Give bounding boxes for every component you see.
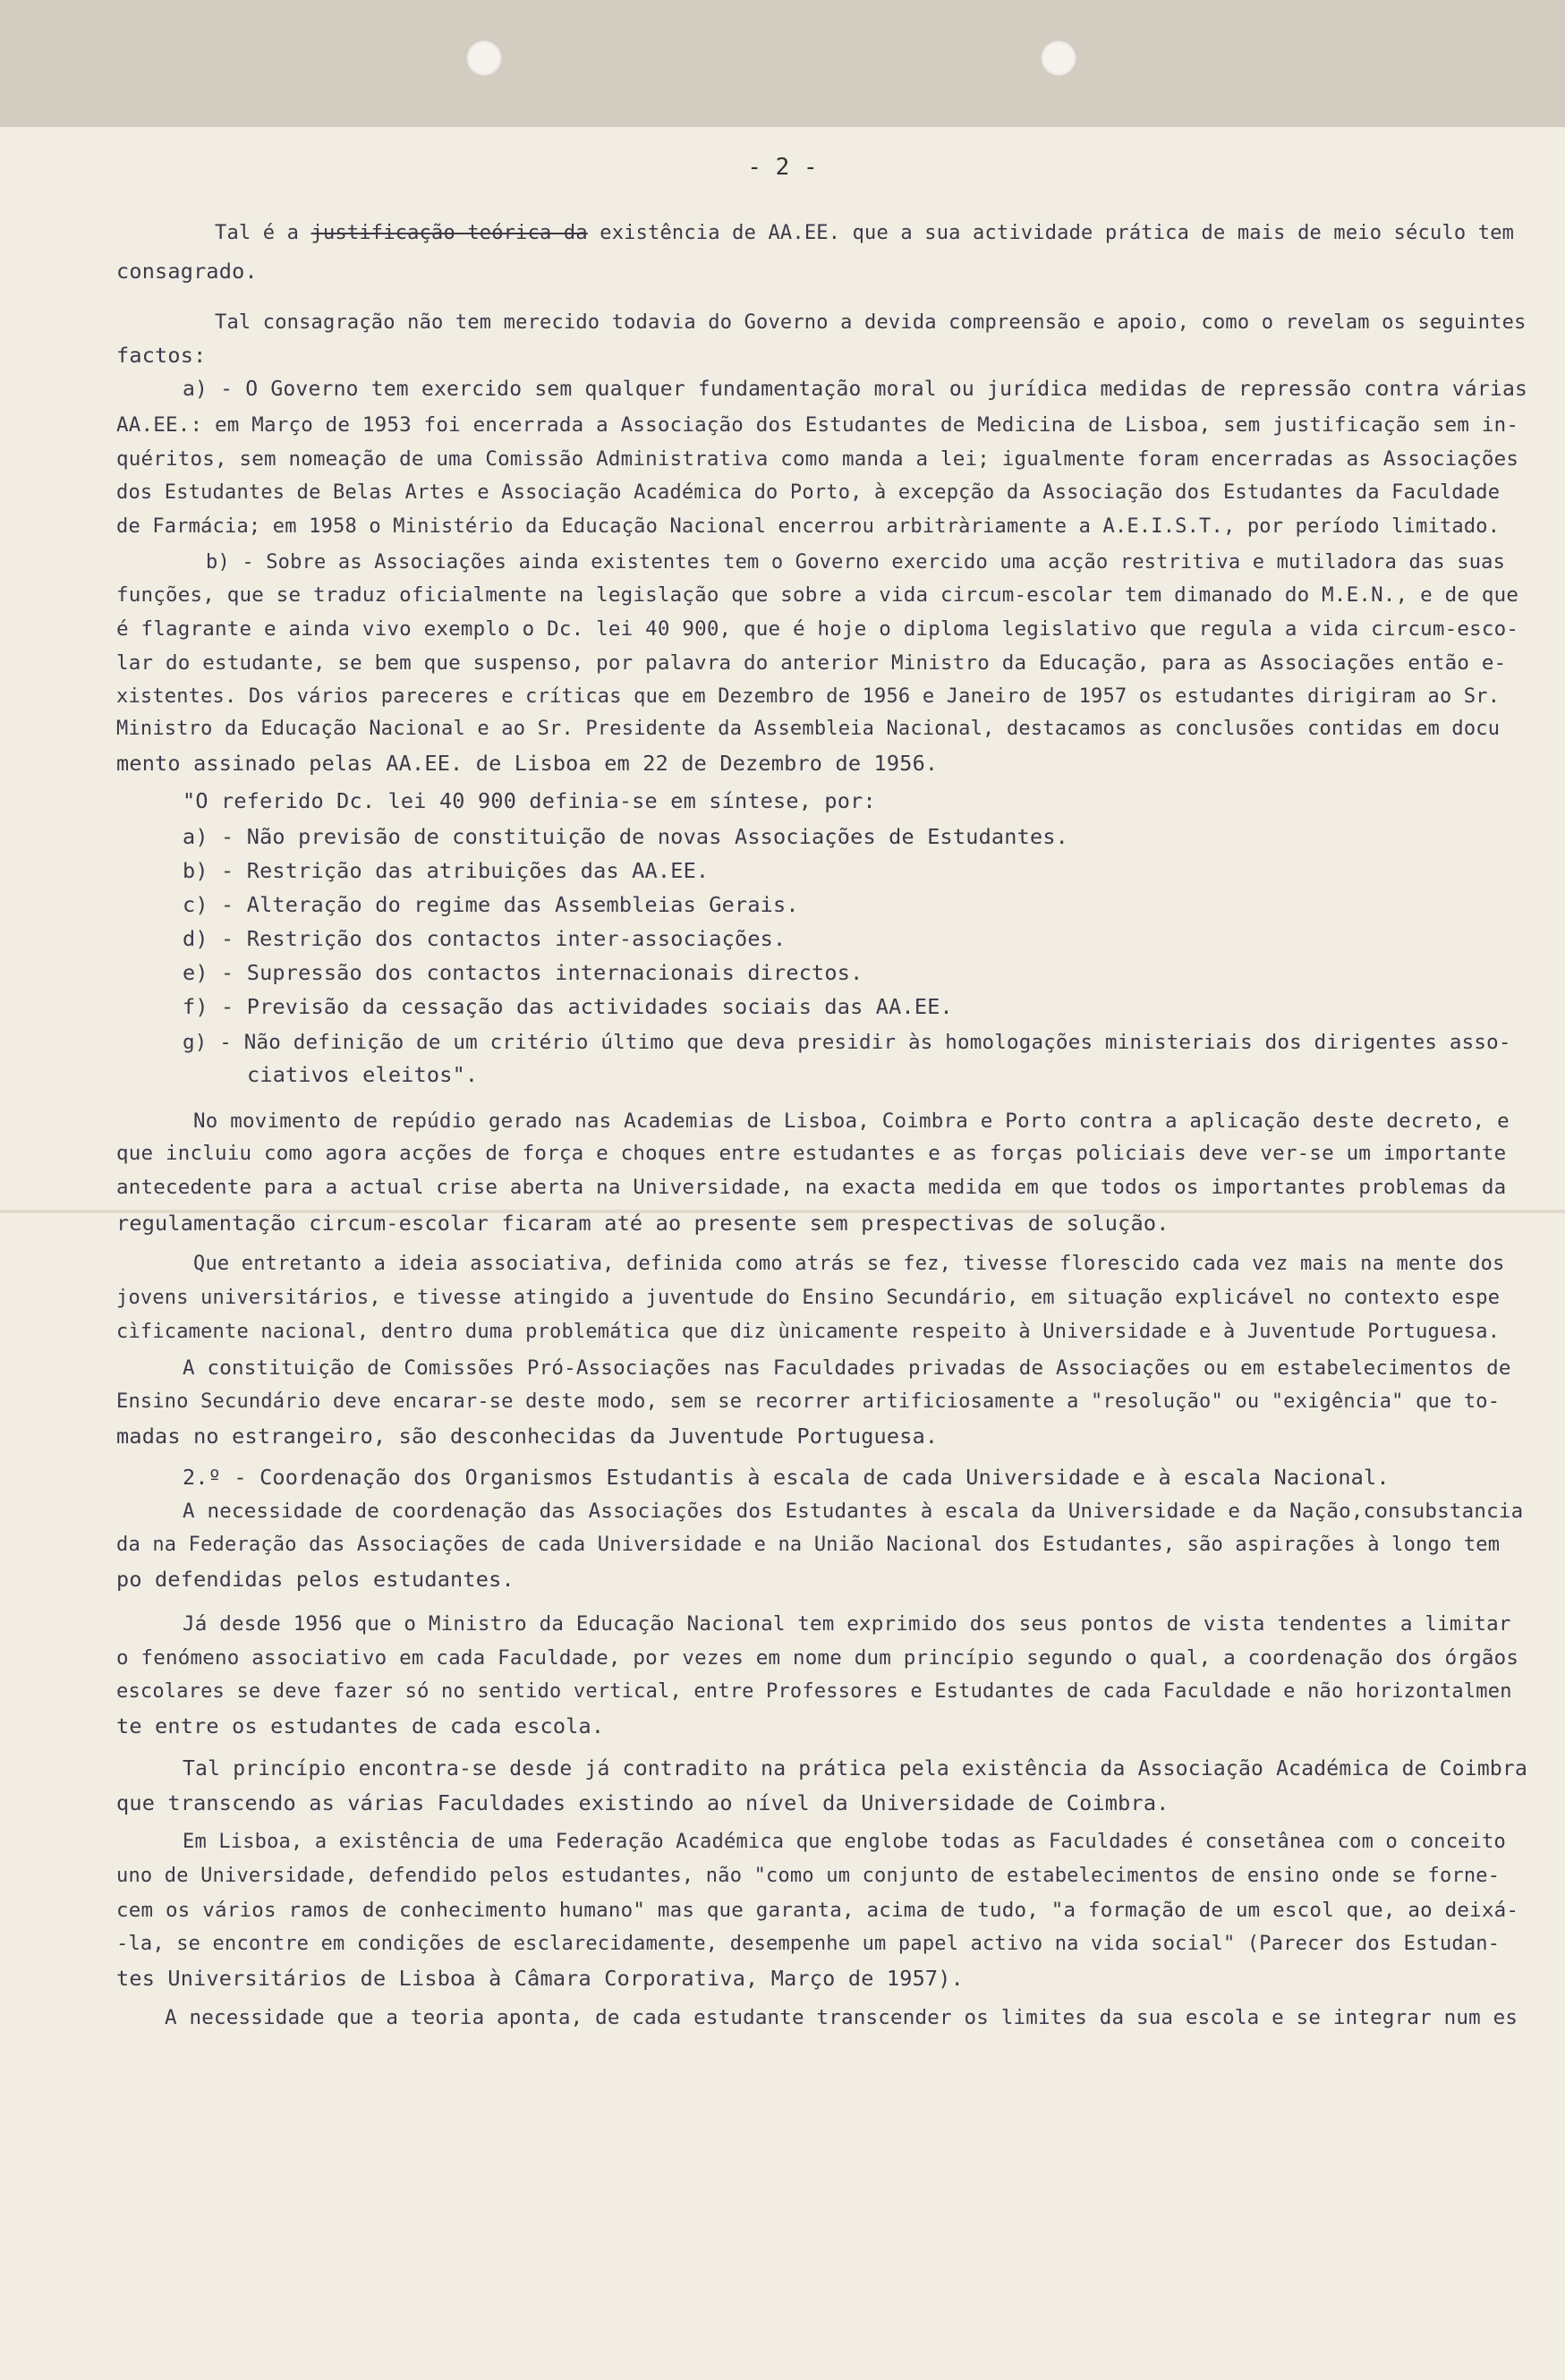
text-line: xistentes. Dos vários pareceres e críticas que em Dezembro de 1956 e Janeiro de 1957 os estudantes dirigiram ao Sr. <box>116 685 1501 708</box>
list-item: a) - Não previsão de constituição de novas Associações de Estudantes. <box>183 824 1069 849</box>
text-line: cìficamente nacional, dentro duma problemática que diz ùnicamente respeito à Universidade e à Juventude Portuguesa. <box>116 1321 1501 1343</box>
text-line: Tal princípio encontra-se desde já contradito na prática pela existência da Associação Académica de Coimbra <box>183 1757 1528 1781</box>
list-item: d) - Restrição dos contactos inter-associações. <box>183 926 787 951</box>
text-line: consagrado. <box>116 259 258 284</box>
text-line: Já desde 1956 que o Ministro da Educação Nacional tem exprimido dos seus pontos de vista tendentes a limitar <box>183 1612 1511 1636</box>
text-line: No movimento de repúdio gerado nas Academias de Lisboa, Coimbra e Porto contra a aplicação deste decreto, e <box>193 1109 1510 1133</box>
text-line: a) - O Governo tem exercido sem qualquer fundamentação moral ou jurídica medidas de repressão contra várias <box>183 378 1528 401</box>
text-segment: A necessidade de coordenação das Associações dos Estudantes à escala da Universidade e da Nação,consubstancia <box>183 1500 1524 1523</box>
text-line: uno de Universidade, defendido pelos estudantes, não "como um conjunto de estabelecimentos de ensino onde se forne- <box>116 1865 1501 1887</box>
text-line: o fenómeno associativo em cada Faculdade, por vezes em nome dum princípio segundo o qual, a coordenação dos órgãos <box>116 1646 1519 1670</box>
text-line: cem os vários ramos de conhecimento humano" mas que garanta, acima de tudo, "a formação de um escol que, ao deixá- <box>116 1899 1519 1922</box>
text-line: A constituição de Comissões Pró-Associações nas Faculdades privadas de Associações ou em estabelecimentos de <box>183 1356 1511 1380</box>
text-line: funções, que se traduz oficialmente na legislação que sobre a vida circum-escolar tem dimanado do M.E.N., e de que <box>116 583 1519 607</box>
text-line: AA.EE.: em Março de 1953 foi encerrada a Associação dos Estudantes de Medicina de Lisboa, sem justificação sem in- <box>116 413 1519 437</box>
text-segment: existência de AA.EE. que a sua actividade prática de mais de meio século tem <box>587 222 1515 244</box>
list-item: b) - Restrição das atribuições das AA.EE. <box>183 858 710 883</box>
page-number: - 2 - <box>747 154 818 181</box>
text-line: de Farmácia; em 1958 o Ministério da Educação Nacional encerrou arbitràriamente a A.E.I.S.T., por período limitado. <box>116 515 1501 538</box>
text-line: regulamentação circum-escolar ficaram até ao presente sem prespectivas de solução. <box>116 1211 1169 1236</box>
text-segment: Tal é a <box>215 222 311 244</box>
text-line: tes Universitários de Lisboa à Câmara Corporativa, Março de 1957). <box>116 1966 964 1991</box>
text-line: jovens universitários, e tivesse atingido a juventude do Ensino Secundário, em situação explicável no contexto espe <box>116 1287 1501 1309</box>
text-line: antecedente para a actual crise aberta na Universidade, na exacta medida em que todos os importantes problemas da <box>116 1176 1507 1199</box>
text-line: ciativos eleitos". <box>247 1062 479 1087</box>
list-item: c) - Alteração do regime das Assembleias Gerais. <box>183 892 799 917</box>
text-line: A necessidade que a teoria aponta, de cada estudante transcender os limites da sua escola e se integrar num es <box>165 2006 1518 2029</box>
punch-hole-icon <box>465 39 503 77</box>
text-line: Tal consagração não tem merecido todavia do Governo a devida compreensão e apoio, como o revelam os seguintes <box>215 311 1527 334</box>
text-line: da na Federação das Associações de cada Universidade e na União Nacional dos Estudantes, são aspirações à longo tem <box>116 1534 1501 1556</box>
section-heading: 2.º - Coordenação dos Organismos Estudantis à escala de cada Universidade e à escala Nacional. <box>183 1465 1390 1490</box>
text-line <box>183 1498 1523 1525</box>
list-item: e) - Supressão dos contactos internacionais directos. <box>183 960 863 985</box>
text-line: te entre os estudantes de cada escola. <box>116 1713 605 1738</box>
text-line: "O referido Dc. lei 40 900 definia-se em síntese, por: <box>183 788 876 813</box>
text-line: -la, se encontre em condições de esclarecidamente, desempenhe um papel activo na vida social" (Parecer dos Estudan- <box>116 1933 1501 1955</box>
list-item: f) - Previsão da cessação das actividades sociais das AA.EE. <box>183 994 953 1019</box>
text-line: Em Lisboa, a existência de uma Federação Académica que englobe todas as Faculdades é consetânea com o conceito <box>183 1831 1506 1853</box>
text-line: lar do estudante, se bem que suspenso, por palavra do anterior Ministro da Educação, para as Associações então e- <box>116 651 1507 675</box>
struck-text: justificação teórica da <box>310 222 588 244</box>
text-line: escolares se deve fazer só no sentido vertical, entre Professores e Estudantes de cada Faculdade e não horizontalmen <box>116 1680 1512 1703</box>
text-line: quéritos, sem nomeação de uma Comissão Administrativa como manda a lei; igualmente foram encerradas as Associações <box>116 447 1519 471</box>
text-line: Que entretanto a ideia associativa, definida como atrás se fez, tivesse florescido cada vez mais na mente dos <box>193 1253 1505 1275</box>
text-line: Ministro da Educação Nacional e ao Sr. Presidente da Assembleia Nacional, destacamos as conclusões contidas em docu <box>116 718 1501 740</box>
text-line: que incluiu como agora acções de força e choques entre estudantes e as forças policiais deve ver-se um importante <box>116 1142 1507 1165</box>
text-line: mento assinado pelas AA.EE. de Lisboa em 22 de Dezembro de 1956. <box>116 751 939 776</box>
text-line: que transcendo as várias Faculdades existindo ao nível da Universidade de Coimbra. <box>116 1790 1169 1815</box>
top-band <box>0 0 1565 127</box>
text-line: po defendidas pelos estudantes. <box>116 1567 515 1592</box>
text-line: b) - Sobre as Associações ainda existentes tem o Governo exercido uma acção restritiva e mutiladora das suas <box>206 551 1506 574</box>
text-line <box>215 220 1514 247</box>
text-line: dos Estudantes de Belas Artes e Associação Académica do Porto, à excepção da Associação dos Estudantes da Faculdade <box>116 481 1501 504</box>
list-item: g) - Não definição de um critério último que deva presidir às homologações ministeriais dos dirigentes asso- <box>183 1031 1511 1054</box>
text-line: factos: <box>116 343 207 368</box>
punch-hole-icon <box>1040 39 1077 77</box>
text-line: Ensino Secundário deve encarar-se deste modo, sem se recorrer artificiosamente a "resolução" ou "exigência" que to- <box>116 1390 1501 1413</box>
text-line: é flagrante e ainda vivo exemplo o Dc. lei 40 900, que é hoje o diploma legislativo que regula a vida circum-esco- <box>116 617 1519 641</box>
text-line: madas no estrangeiro, são desconhecidas da Juventude Portuguesa. <box>116 1424 939 1449</box>
